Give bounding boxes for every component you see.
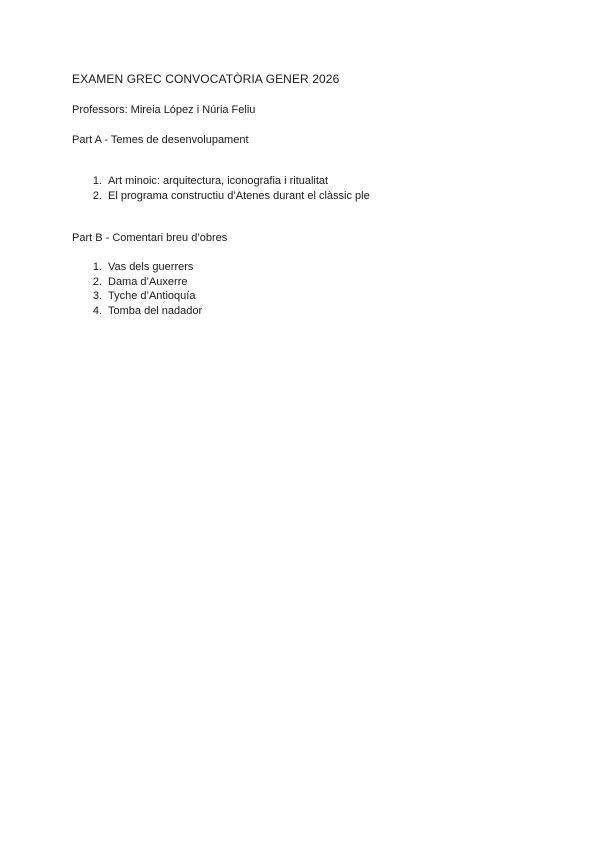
list-item-text: Tyche d’Antioquía bbox=[108, 290, 196, 302]
list-item-number: 2. bbox=[92, 275, 102, 288]
list-item-number: 4. bbox=[92, 304, 102, 317]
professors-line: Professors: Mireia López i Núria Feliu bbox=[72, 104, 256, 116]
document-title: EXAMEN GREC CONVOCATÒRIA GENER 2026 bbox=[72, 72, 340, 86]
list-item-text: Vas dels guerrers bbox=[108, 261, 194, 273]
list-item-text: Tomba del nadador bbox=[108, 304, 203, 317]
list-item-number: 3. bbox=[92, 290, 102, 302]
list-item-text: Dama d’Auxerre bbox=[108, 275, 188, 288]
part-a-heading: Part A - Temes de desenvolupament bbox=[72, 134, 249, 146]
list-item-text: Art minoic: arquitectura, iconografia i ritualitat bbox=[108, 175, 329, 187]
part-b-heading: Part B - Comentari breu d’obres bbox=[72, 232, 228, 244]
list-item-text: El programa constructiu d’Atenes durant el clàssic ple bbox=[108, 189, 370, 202]
list-item-number: 1. bbox=[92, 175, 102, 187]
list-item-number: 1. bbox=[92, 261, 102, 273]
list-item-number: 2. bbox=[92, 189, 102, 202]
